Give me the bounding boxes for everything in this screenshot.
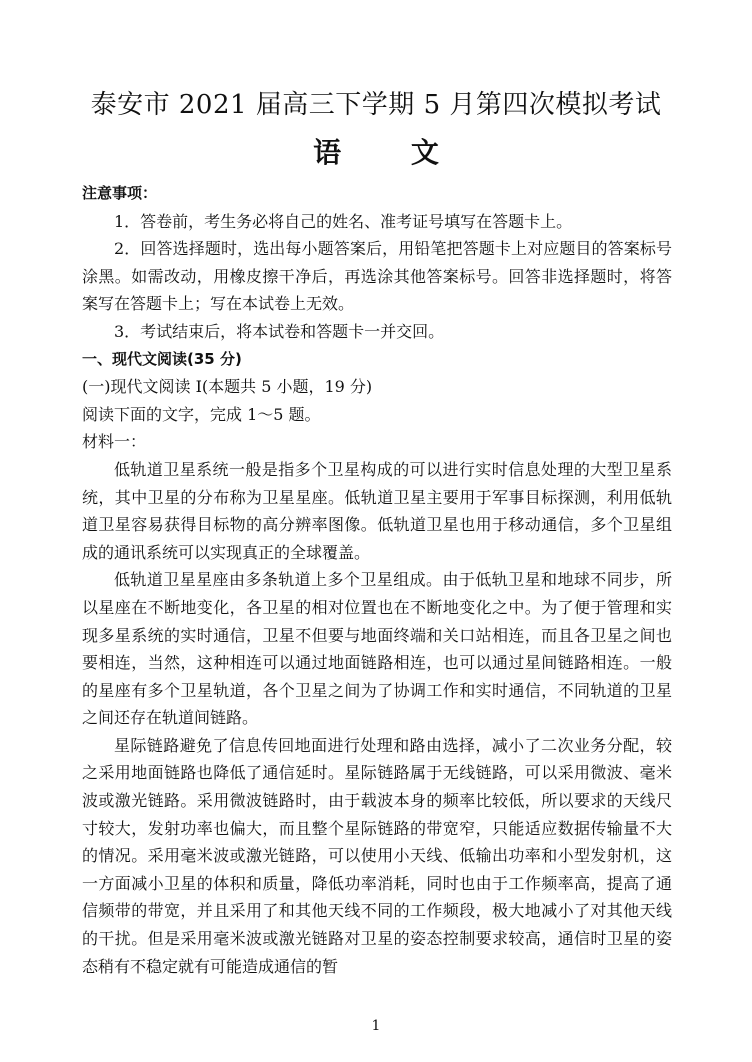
material-label: 材料一： <box>82 432 147 452</box>
passage-paragraph: 星际链路避免了信息传回地面进行处理和路由选择，减小了二次业务分配，较之采用地面链路也降低了通信延时。星际链路属于无线链路，可以采用微波、毫米波或激光链路。采用微波链路时，由于载波本身的频率比较低，所以要求的天线尺寸较大，发射功率也偏大，而且整个星际链路的带宽窄，只能适应数据传输量不大的情况。采用毫米波或激光链路，可以使用小天线、低输出功率和小型发射机，这一方面减小卫星的体积和质量，降低功率消耗，同时也由于工作频率高，提高了通信频带的带宽，并且采用了和其他天线不同的工作频段，极大地减小了对其他天线的干扰。但是采用毫米波或激光链路对卫星的姿态控制要求较高，通信时卫星的姿态稍有不稳定就有可能造成通信的暂 <box>82 735 672 976</box>
passage-paragraph: 低轨道卫星系统一般是指多个卫星构成的可以进行实时信息处理的大型卫星系统，其中卫星的分布称为卫星星座。低轨道卫星主要用于军事目标探测，利用低轨道卫星容易获得目标物的高分辨率图像。低轨道卫星也用于移动通信，多个卫星组成的通讯系统可以实现真正的全球覆盖。 <box>82 459 672 562</box>
reading-instruction: 阅读下面的文字，完成 1～5 题。 <box>82 404 321 424</box>
section-sub-heading: (一)现代文阅读 I(本题共 5 小题，19 分) <box>82 377 373 397</box>
page-number: 1 <box>371 1018 381 1034</box>
notice-item-1: 1．答卷前，考生务必将自己的姓名、准考证号填写在答题卡上。 <box>114 211 573 231</box>
passage-paragraph: 低轨道卫星星座由多条轨道上多个卫星组成。由于低轨卫星和地球不同步，所以星座在不断地变化，各卫星的相对位置也在不断地变化之中。为了便于管理和实现多星系统的实时通信，卫星不但要与地面终端和关口站相连，而且各卫星之间也要相连，当然，这种相连可以通过地面链路相连，也可以通过星间链路相连。一般的星座有多个卫星轨道，各个卫星之间为了协调工作和实时通信，不同轨道的卫星之间还存在轨道间链路。 <box>82 570 672 728</box>
section-heading: 一、现代文阅读(35 分) <box>82 349 242 368</box>
exam-title: 泰安市 2021 届高三下学期 5 月第四次模拟考试 <box>90 90 662 120</box>
notice-item-3: 3．考试结束后，将本试卷和答题卡一并交回。 <box>114 321 445 341</box>
exam-content <box>82 180 672 980</box>
subject-title: 语 文 <box>313 136 439 169</box>
notice-item-2: 2．回答选择题时，选出每小题答案后，用铅笔把答题卡上对应题目的答案标号涂黑。如需改动，用橡皮擦干净后，再选涂其他答案标号。回答非选择题时，将答案写在答题卡上；写在本试卷上无效。 <box>82 239 672 314</box>
notice-heading: 注意事项： <box>82 184 158 202</box>
